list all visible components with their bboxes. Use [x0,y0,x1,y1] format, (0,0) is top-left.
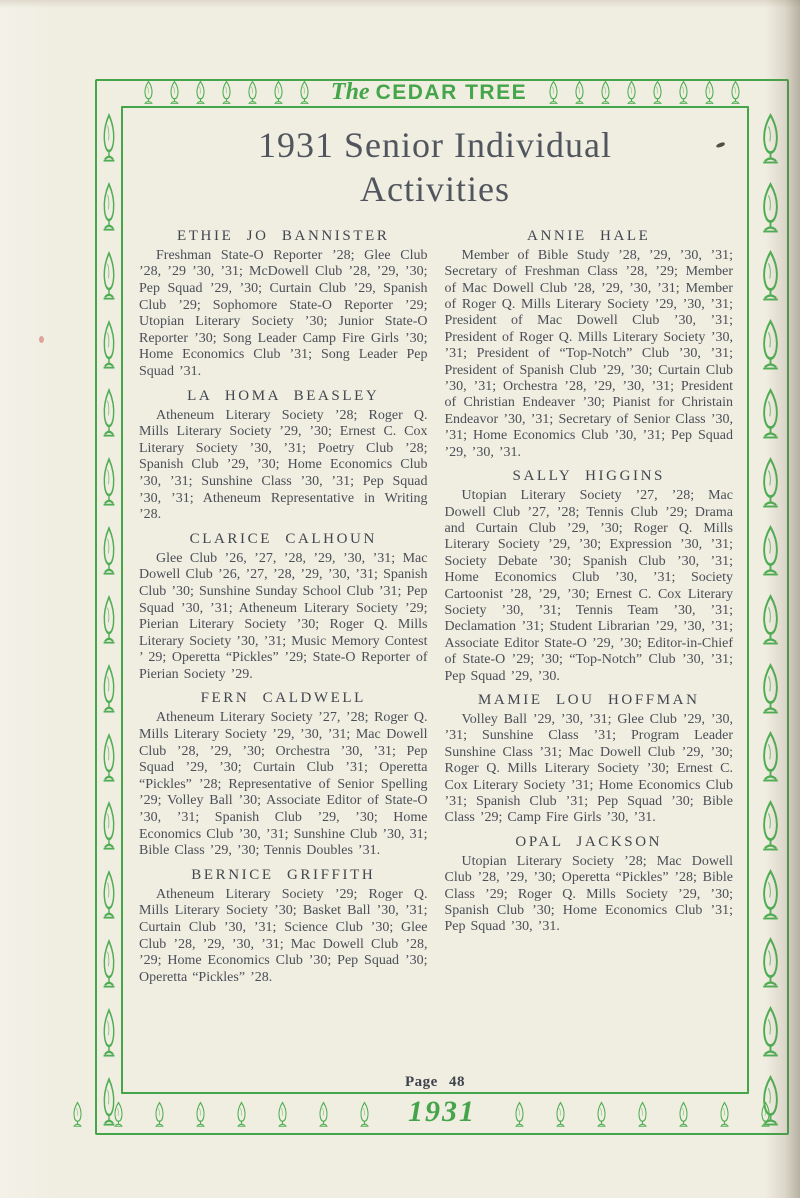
cedar-tree-icon [512,1101,527,1128]
entry-name: LA HOMA BEASLEY [187,387,380,404]
column-right [445,221,734,990]
entry-name: BERNICE GRIFFITH [191,866,376,883]
cedar-tree-icon [676,80,691,105]
cedar-tree-icon [757,593,784,647]
masthead [99,80,785,105]
cedar-tree-icon [99,663,119,715]
cedar-tree-icon [297,80,312,105]
entry-jackson [445,834,734,936]
cedar-tree-icon [757,1005,784,1059]
cedar-tree-icon [757,524,784,578]
cedar-tree-icon [99,938,119,990]
cedar-tree-icon [167,80,182,105]
entry-name: FERN CALDWELL [200,690,366,707]
entry-calhoun [139,531,428,684]
cedar-tree-icon [546,80,561,105]
cedar-tree-icon [99,800,119,852]
masthead-trees-left [141,80,312,105]
cedar-tree-icon [757,249,784,303]
cedar-tree-icon [758,1101,773,1128]
entry-bannister [139,228,428,381]
right-tree-border [750,110,790,1130]
cedar-tree-icon [193,80,208,105]
cedar-tree-icon [219,80,234,105]
cedar-tree-icon [624,80,639,105]
cedar-tree-icon [728,80,743,105]
entry-hoffman [445,692,734,827]
entry-name: OPAL JACKSON [515,833,663,850]
cedar-tree-icon [99,319,119,371]
cedar-tree-icon [757,730,784,784]
cedar-tree-icon [99,594,119,646]
cedar-tree-icon [757,318,784,372]
footer-year: 1931 [408,1095,476,1128]
page-number: Page 48 [404,1074,466,1090]
entry-activities: Atheneum Literary Society ’28; Roger Q. Mills Literary Society ’29, ’30; Ernest C. Cox Literary Society ’30, ’31; Poetry Club ’28; Spanish Club ’29, ’30; Home Economics Club ’30, ’31; Sunshine Class ’30, ’31; Pep Squad ’30, ’31; Atheneum Representative in Writing ’28. [139,407,428,523]
entry-name: ANNIE HALE [527,227,651,244]
cedar-tree-icon [757,799,784,853]
cedar-tree-icon [757,868,784,922]
left-tree-border [96,110,121,1130]
cedar-tree-icon [316,1101,331,1128]
entry-activities: Utopian Literary Society ’27, ’28; Mac Dowell Club ’27, ’28; Tennis Club ’29; Drama and Curtain Club ’29, ’30; Roger Q. Mills Literary Society ’29, ’30; Expression ’30, ’31; Society Debate ’30; Spanish Club ’30, ’31; Home Economics Club ’30, ’31; Society Cartoonist ’28, ’29, ’30; Ernest C. Cox Literary Society ’30, ’31; Tennis Team ’30, ’31; Declamation ’31; Student Librarian ’29, ’30, ’31; Associate Editor State-O ’29, ’30; Editor-in-Chief of State-O ’29; ’30; “Top-Notch” Club ’30, ’31; Pep Squad ’29, ’30. [444,488,733,684]
cedar-tree-icon [757,112,784,166]
cedar-tree-icon [553,1101,568,1128]
cedar-tree-icon [757,181,784,235]
cedar-tree-icon [271,80,286,105]
cedar-tree-icon [70,1101,85,1128]
cedar-tree-icon [594,1101,609,1128]
entry-activities: Freshman State-O Reporter ’28; Glee Club ’28, ’29 ’30, ’31; McDowell Club ’28, ’29, ’30; Pep Squad ’29, ’30; Curtain Club ’29, Spanish Club ’29; Sophomore State-O Reporter ’29; Utopian Literary Society ’30; Junior State-O Reporter ’30; Song Leader Camp Fire Girls ’30; Home Economics Club ’31; Song Leader Pep Squad ’31. [139,247,428,379]
column-left [139,221,428,990]
cedar-tree-icon [757,936,784,990]
entry-activities: Glee Club ’26, ’27, ’28, ’29, ’30, ’31; Mac Dowell Club ’26, ’27, ’28, ’29, ’30, ’31; Spanish Club ’30; Sunshine Sunday School Club ’31; Pep Squad ’30, ’31; Atheneum Literary Society ’29; Pierian Literary Society ’30; Roger Q. Mills Literary Society ’30, ’31; Music Memory Contest ’ 29; Operetta “Pickles” ’29; State-O Reporter of Pierian Society ’29. [139,550,428,682]
bottom-border-band [97,1094,787,1134]
page-title-line2: Activities [360,168,510,209]
cedar-tree-icon [676,1101,691,1128]
cedar-tree-icon [357,1101,372,1128]
cedar-tree-icon [702,80,717,105]
columns [121,212,749,990]
cedar-tree-icon [99,1007,119,1059]
cedar-tree-icon [275,1101,290,1128]
entry-name: ETHIE JO BANNISTER [177,227,390,244]
masthead-the: The [330,79,370,105]
entry-activities: Member of Bible Study ’28, ’29, ’30, ’31; Secretary of Freshman Class ’28, ’29; Member of Mac Dowell Club ’28, ’29, ’30, ’31; Member of Roger Q. Mills Literary Society ’29, ’30, ’31; President of Mac Dowell Club ’30, ’31; President of Roger Q. Mills Literary Society ’30, ’31; President of “Top-Notch” Club ’30, ’31; President of Spanish Club ’29, ’30; Curtain Club ’30, ’31; Orchestra ’28, ’29, ’30, ’31; President of Christian Endeaver ’30; Pianist for Christain Endeavor ’30, ’31; Secretary of Senior Class ’30, ’31; Home Economics Club ’30, ’31; Pep Squad ’29, ’30, ’31. [444,247,733,460]
entry-griffith [139,867,428,987]
cedar-tree-icon [234,1101,249,1128]
cedar-tree-icon [99,869,119,921]
entry-caldwell [139,690,428,859]
cedar-tree-icon [99,250,119,302]
cedar-tree-icon [717,1101,732,1128]
cedar-tree-icon [245,80,260,105]
cedar-tree-icon [141,80,156,105]
masthead-trees-right [546,80,743,105]
cedar-tree-icon [757,456,784,510]
cedar-tree-icon [111,1101,126,1128]
masthead-title [331,79,527,106]
cedar-tree-icon [99,525,119,577]
cedar-tree-icon [99,456,119,508]
entry-name: MAMIE LOU HOFFMAN [477,691,700,708]
bottom-trees-left [70,1101,372,1128]
cedar-tree-icon [650,80,665,105]
cedar-tree-icon [99,732,119,784]
bottom-trees-right [512,1101,800,1128]
entry-activities: Atheneum Literary Society ’29; Roger Q. Mills Literary Society ’30; Basket Ball ’30, ’31; Curtain Club ’30, ’31; Science Club ’30; Glee Club ’28, ’29, ’30, ’31; Mac Dowell Club ’28, ’29; Home Economics Club ’30; Pep Squad ’30; Operetta “Pickles” ’28. [139,886,428,985]
cedar-tree-icon [635,1101,650,1128]
cedar-tree-icon [757,387,784,441]
cedar-tree-icon [572,80,587,105]
entry-name: CLARICE CALHOUN [189,530,377,547]
masthead-rest: CEDAR TREE [375,81,528,104]
entry-activities: Atheneum Literary Society ’27, ’28; Roger Q. Mills Literary Society ’29, ’30, ’31; Mac Dowell Club ’28, ’29, ’30; Orchestra ’30, ’31; Pep Squad ’29, ’30; Curtain Club ’31; Operetta “Pickles” ’28; Representative of Senior Spelling ’29; Volley Ball ’30; Associate Editor of State-O ’30, ’31; Spanish Club ’29, ’30; Home Economics Club ’30, ’31; Sunshine Club ’30, 31; Bible Class ’29, ’30; Tennis Doubles ’31. [139,710,428,859]
cedar-tree-icon [99,112,119,164]
cedar-tree-icon [598,80,613,105]
entry-name: SALLY HIGGINS [512,468,665,485]
cedar-tree-icon [152,1101,167,1128]
cedar-tree-icon [193,1101,208,1128]
page-title-line1: 1931 Senior Individual [258,125,612,165]
entry-activities: Volley Ball ’29, ’30, ’31; Glee Club ’29, ’30, ’31; Sunshine Class ’31; Program Leader Sunshine Class ’31; Mac Dowell Club ’29, ’30; Roger Q. Mills Literary Society ’30; Ernest C. Cox Literary Society ’31; Home Economics Club ’31; Spanish Club ’31; Pep Squad ’30; Bible Class ’29; Camp Fire Girls ’30, ’31. [444,711,733,826]
entry-higgins [445,468,734,685]
entry-hale [445,228,734,461]
page-content [121,108,749,1092]
red-speck [39,336,44,343]
cedar-tree-icon [99,387,119,439]
page-title [121,124,749,212]
entry-beasley [139,388,428,524]
entry-activities: Utopian Literary Society ’28; Mac Dowell Club ’28, ’29, ’30; Operetta “Pickles” ’28; Bible Class ’29; Roger Q. Mills Society ’29, ’30; Spanish Club ’30; Home Economics Club ’31; Pep Squad ’30, ’31. [444,853,733,935]
cedar-tree-icon [99,181,119,233]
cedar-tree-icon [757,662,784,716]
